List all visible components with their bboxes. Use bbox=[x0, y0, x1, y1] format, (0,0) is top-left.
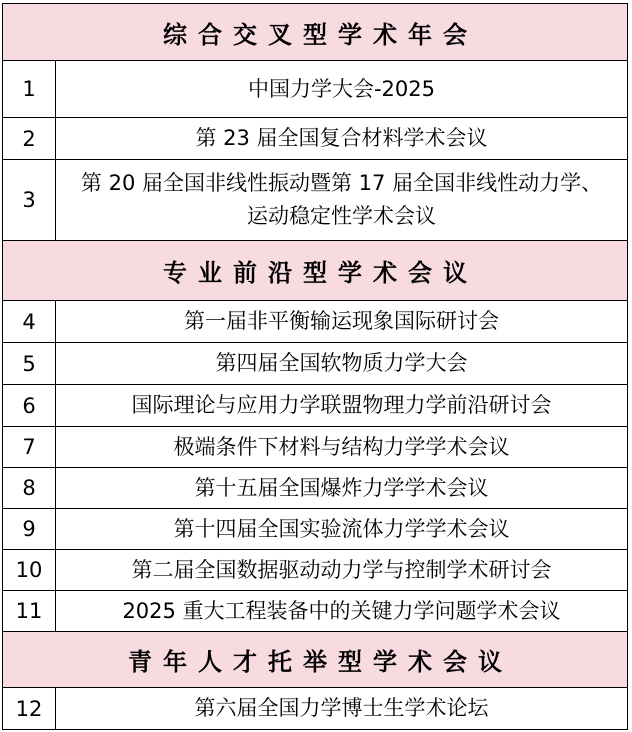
table-row bbox=[3, 118, 628, 160]
conference-name: 2025 重大工程装备中的关键力学问题学术会议 bbox=[56, 591, 628, 632]
section-title: 青年人才托举型学术会议 bbox=[3, 632, 628, 688]
table-row bbox=[3, 61, 628, 118]
conference-name bbox=[56, 160, 628, 241]
conference-name: 第 23 届全国复合材料学术会议 bbox=[56, 118, 628, 160]
conference-name: 第十五届全国爆炸力学学术会议 bbox=[56, 468, 628, 509]
row-number: 11 bbox=[3, 591, 56, 632]
section-title: 专业前沿型学术会议 bbox=[3, 241, 628, 301]
conference-name: 第一届非平衡输运现象国际研讨会 bbox=[56, 301, 628, 343]
row-number: 4 bbox=[3, 301, 56, 343]
section-title: 综合交叉型学术年会 bbox=[3, 4, 628, 61]
conference-name: 极端条件下材料与结构力学学术会议 bbox=[56, 427, 628, 468]
conference-table bbox=[2, 3, 628, 730]
row-number: 3 bbox=[3, 160, 56, 241]
table-row bbox=[3, 427, 628, 468]
table-row bbox=[3, 509, 628, 550]
conference-name: 第十四届全国实验流体力学学术会议 bbox=[56, 509, 628, 550]
section-header-row bbox=[3, 4, 628, 61]
row-number: 8 bbox=[3, 468, 56, 509]
table-row bbox=[3, 160, 628, 241]
row-number: 2 bbox=[3, 118, 56, 160]
table-row bbox=[3, 550, 628, 591]
conference-name-line: 运动稳定性学术会议 bbox=[247, 204, 436, 228]
row-number: 6 bbox=[3, 385, 56, 427]
table-row bbox=[3, 688, 628, 730]
table-row bbox=[3, 385, 628, 427]
conference-name: 第二届全国数据驱动动力学与控制学术研讨会 bbox=[56, 550, 628, 591]
row-number: 10 bbox=[3, 550, 56, 591]
row-number: 5 bbox=[3, 343, 56, 385]
row-number: 9 bbox=[3, 509, 56, 550]
conference-name: 中国力学大会-2025 bbox=[56, 61, 628, 118]
conference-name: 第四届全国软物质力学大会 bbox=[56, 343, 628, 385]
section-header-row bbox=[3, 632, 628, 688]
conference-name-line: 第 20 届全国非线性振动暨第 17 届全国非线性动力学、 bbox=[80, 171, 603, 195]
table-row bbox=[3, 343, 628, 385]
table-row bbox=[3, 301, 628, 343]
row-number: 7 bbox=[3, 427, 56, 468]
table-row bbox=[3, 468, 628, 509]
conference-name: 国际理论与应用力学联盟物理力学前沿研讨会 bbox=[56, 385, 628, 427]
section-header-row bbox=[3, 241, 628, 301]
conference-name: 第六届全国力学博士生学术论坛 bbox=[56, 688, 628, 730]
row-number: 12 bbox=[3, 688, 56, 730]
row-number: 1 bbox=[3, 61, 56, 118]
table-row bbox=[3, 591, 628, 632]
